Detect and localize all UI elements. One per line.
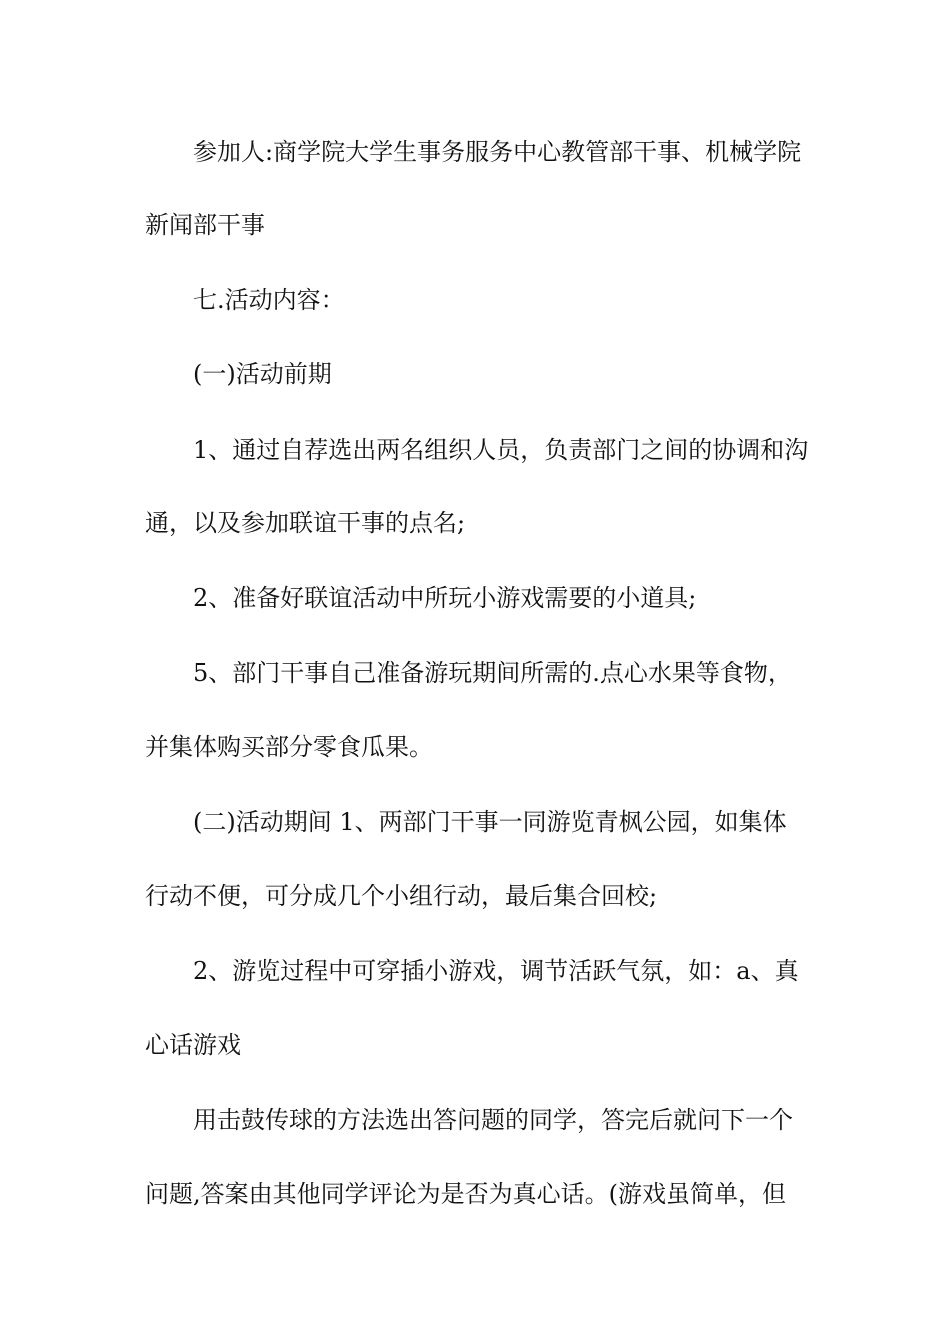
text-line-during-cont: 行动不便，可分成几个小组行动，最后集合回校;	[145, 882, 658, 910]
text-line-item-5: 5、部门干事自己准备游玩期间所需的.点心水果等食物，	[193, 659, 792, 687]
subsection-heading-during: (二)活动期间 1、两部门干事一同游览青枫公园，如集体	[193, 808, 787, 836]
section-heading-activity-content: 七.活动内容：	[193, 286, 345, 314]
text-line-item-5-cont: 并集体购买部分零食瓜果。	[145, 733, 433, 761]
text-line-item-2: 2、准备好联谊活动中所玩小游戏需要的小道具;	[193, 584, 697, 612]
text-line-game-desc-cont: 问题,答案由其他同学评论为是否为真心话。(游戏虽简单，但	[145, 1180, 786, 1208]
text-line-item-1-cont: 通，以及参加联谊干事的点名;	[145, 509, 466, 537]
text-line-item-1: 1、通过自荐选出两名组织人员，负责部门之间的协调和沟	[193, 436, 809, 464]
subsection-heading-preparation: (一)活动前期	[193, 360, 332, 388]
text-line-game-desc: 用击鼓传球的方法选出答问题的同学，答完后就问下一个	[193, 1106, 793, 1134]
text-line-during-item-2-cont: 心话游戏	[145, 1031, 241, 1059]
text-line-participants-cont: 新闻部干事	[145, 211, 265, 239]
text-line-participants: 参加人:商学院大学生事务服务中心教管部干事、机械学院	[193, 138, 802, 166]
text-line-during-item-2: 2、游览过程中可穿插小游戏，调节活跃气氛，如：a、真	[193, 957, 799, 985]
